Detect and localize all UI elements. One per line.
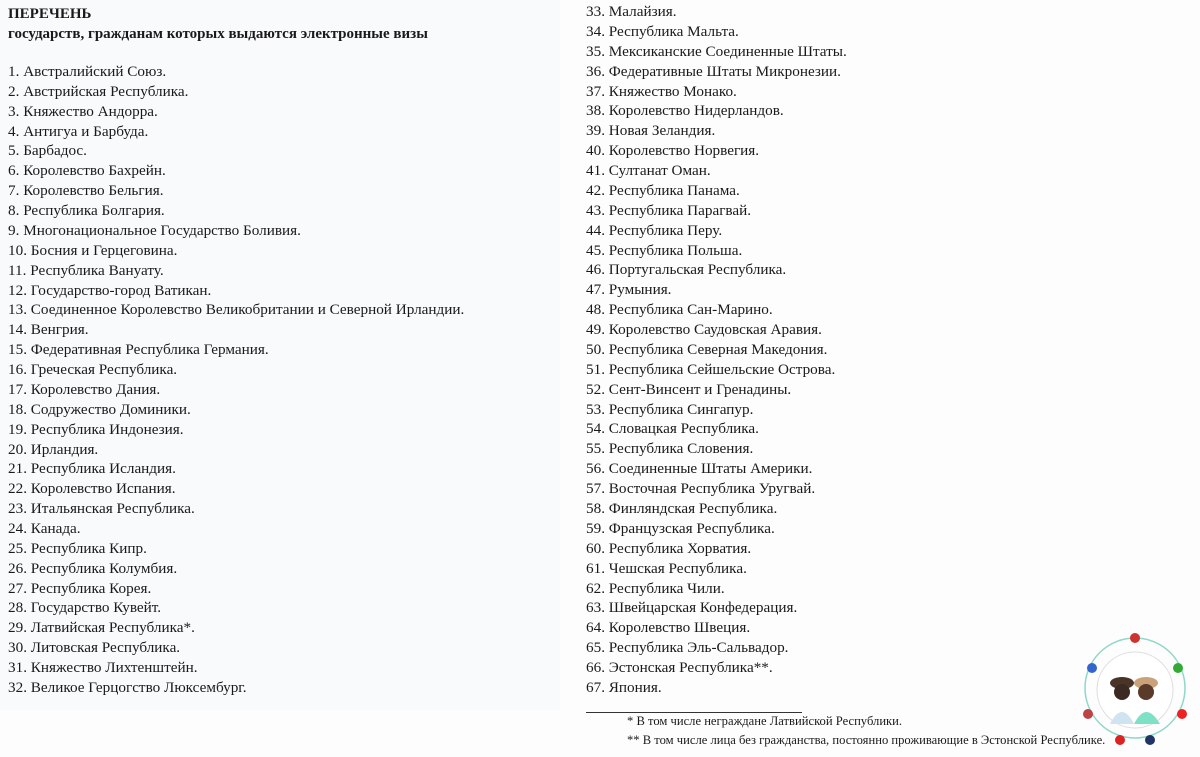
list-item: 1. Австралийский Союз. [8, 63, 167, 80]
list-item: 60. Республика Хорватия. [586, 539, 752, 557]
list-item: 63. Швейцарская Конфедерация. [586, 599, 798, 617]
list-item: 5. Барбадос. [8, 142, 87, 160]
list-item: 29. Латвийская Республика*. [8, 619, 195, 637]
list-item: 10. Босния и Герцеговина. [8, 241, 178, 259]
list-item: 33. Малайзия. [586, 3, 677, 20]
list-item: 24. Канада. [8, 520, 81, 537]
list-item: 14. Венгрия. [8, 321, 89, 339]
list-item: 48. Республика Сан-Марино. [586, 301, 773, 319]
list-item: 55. Республика Словения. [586, 440, 754, 458]
list-item: 26. Республика Колумбия. [8, 559, 178, 577]
list-item: 46. Португальская Республика. [586, 261, 787, 279]
list-item: 39. Новая Зеландия. [586, 122, 716, 140]
list-item: 3. Княжество Андорра. [8, 102, 158, 120]
list-item: 27. Республика Корея. [8, 579, 152, 597]
list-item: 67. Япония. [586, 678, 662, 696]
list-item: 45. Республика Польша. [586, 241, 743, 259]
list-item: 18. Содружество Доминики. [8, 400, 191, 418]
list-item: 57. Восточная Республика Уругвай. [586, 480, 816, 498]
list-item: 7. Королевство Бельгия. [8, 182, 164, 200]
list-item: 58. Финляндская Республика. [586, 500, 778, 517]
list-item: 20. Ирландия. [8, 440, 99, 458]
list-item: 47. Румыния. [586, 281, 672, 299]
list-item: 30. Литовская Республика. [8, 639, 181, 657]
logo-image [1080, 628, 1190, 753]
list-item: 6. Королевство Бахрейн. [8, 162, 166, 180]
list-item: 25. Республика Кипр. [8, 539, 147, 557]
list-item: 66. Эстонская Республика**. [586, 659, 773, 677]
list-item: 12. Государство-город Ватикан. [8, 281, 212, 299]
list-item: 42. Республика Панама. [586, 181, 740, 199]
list-item: 13. Соединенное Королевство Великобритании и Северной Ирландии. [8, 301, 465, 319]
footnote-1: * В том числе неграждане Латвийской Республики. [627, 714, 903, 728]
list-item: 56. Соединенные Штаты Америки. [586, 460, 813, 478]
list-item: 53. Республика Сингапур. [586, 400, 754, 418]
list-item: 38. Королевство Нидерландов. [586, 102, 784, 120]
list-item: 19. Республика Индонезия. [8, 420, 184, 438]
list-item: 65. Республика Эль-Сальвадор. [586, 639, 789, 657]
list-item: 16. Греческая Республика. [8, 361, 178, 379]
footnote-divider [586, 712, 802, 713]
list-item: 32. Великое Герцогство Люксембург. [8, 678, 247, 696]
list-item: 31. Княжество Лихтенштейн. [8, 659, 198, 677]
list-item: 51. Республика Сейшельские Острова. [586, 360, 836, 378]
list-item: 43. Республика Парагвай. [586, 201, 752, 219]
list-item: 17. Королевство Дания. [8, 380, 161, 398]
list-item: 52. Сент-Винсент и Гренадины. [586, 380, 792, 398]
footnote-2: ** В том числе лица без гражданства, постоянно проживающие в Эстонской Республике. [627, 733, 1106, 747]
list-item: 36. Федеративные Штаты Микронезии. [586, 62, 841, 80]
document-title: ПЕРЕЧЕНЬ [8, 6, 92, 22]
list-item: 9. Многонациональное Государство Боливия. [8, 221, 301, 239]
list-item: 35. Мексиканские Соединенные Штаты. [586, 42, 847, 60]
list-item: 64. Королевство Швеция. [586, 619, 751, 637]
list-item: 22. Королевство Испания. [8, 480, 176, 498]
list-item: 4. Антигуа и Барбуда. [8, 122, 149, 140]
list-item: 37. Княжество Монако. [586, 82, 737, 100]
list-item: 8. Республика Болгария. [8, 202, 165, 220]
list-item: 49. Королевство Саудовская Аравия. [586, 321, 822, 339]
list-item: 59. Французская Республика. [586, 519, 775, 537]
list-item: 62. Республика Чили. [586, 579, 725, 597]
list-item: 50. Республика Северная Македония. [586, 340, 828, 358]
list-item: 15. Федеративная Республика Германия. [8, 341, 269, 359]
list-item: 2. Австрийская Республика. [8, 82, 189, 100]
list-item: 54. Словацкая Республика. [586, 420, 759, 438]
list-item: 28. Государство Кувейт. [8, 599, 162, 617]
list-item: 11. Республика Вануату. [8, 261, 164, 279]
list-item: 40. Королевство Норвегия. [586, 142, 760, 160]
list-item: 61. Чешская Республика. [586, 559, 747, 577]
list-item: 23. Итальянская Республика. [8, 500, 195, 518]
list-item: 21. Республика Исландия. [8, 460, 176, 478]
list-item: 44. Республика Перу. [586, 221, 723, 239]
document-subtitle: государств, гражданам которых выдаются электронные визы [8, 26, 428, 42]
list-item: 34. Республика Мальта. [586, 22, 739, 40]
list-item: 41. Султанат Оман. [586, 162, 711, 180]
